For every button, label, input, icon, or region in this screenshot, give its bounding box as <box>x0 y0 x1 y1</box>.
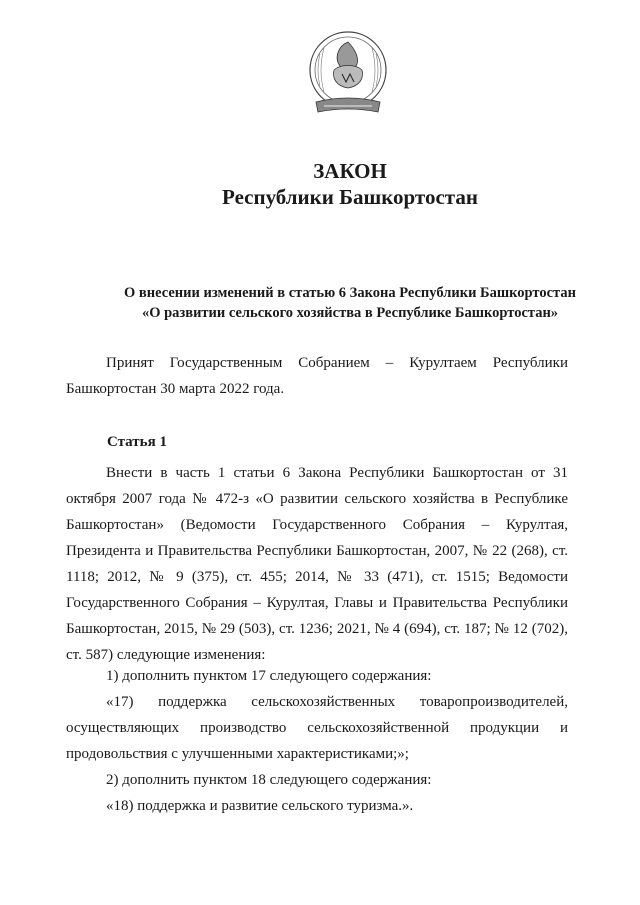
article-intro-paragraph: Внести в часть 1 статьи 6 Закона Республики Башкортостан от 31 октября 2007 года № 472-з «О развитии сельского хозяйства в Республике Башкортостан» (Ведомости Государственного Собрания – Курултая, Президента и Правительства Республики Башкортостан, 2007, № 22 (268), ст. 1118; 2012, № 9 (375), ст. 455; 2014, № 33 (471), ст. 1515; Ведомости Государственного Собрания – Курултая, Главы и Правительства Республики Башкортостан, 2015, № 29 (503), ст. 1236; 2021, № 4 (694), ст. 187; № 12 (702), ст. 587) следующие изменения: <box>66 465 568 663</box>
republic-title: Республики Башкортостан <box>222 185 478 209</box>
law-title <box>60 283 640 323</box>
document-type-title: ЗАКОН <box>313 159 387 183</box>
amendment-item-1-text: «17) поддержка сельскохозяйственных товаропроизводителей, осуществляющих производство сельскохозяйственной продукции и продовольствия с улучшенными характеристиками;»; <box>66 694 568 762</box>
law-title-line-2: «О развитии сельского хозяйства в Республике Башкортостан» <box>141 305 559 321</box>
law-title-line-1: О внесении изменений в статью 6 Закона Республики Башкортостан <box>124 285 576 301</box>
amendment-item-2-text: «18) поддержка и развитие сельского туризма.». <box>106 798 414 814</box>
amendment-item-1: 1) дополнить пунктом 17 следующего содержания: <box>106 668 432 684</box>
article-heading: Статья 1 <box>107 434 167 450</box>
bashkortostan-coat-of-arms-icon <box>306 24 390 124</box>
adoption-note: Принят Государственным Собранием – Курултаем Республики Башкортостан 30 марта 2022 года. <box>66 355 568 397</box>
amendment-item-2: 2) дополнить пунктом 18 следующего содержания: <box>106 772 432 788</box>
